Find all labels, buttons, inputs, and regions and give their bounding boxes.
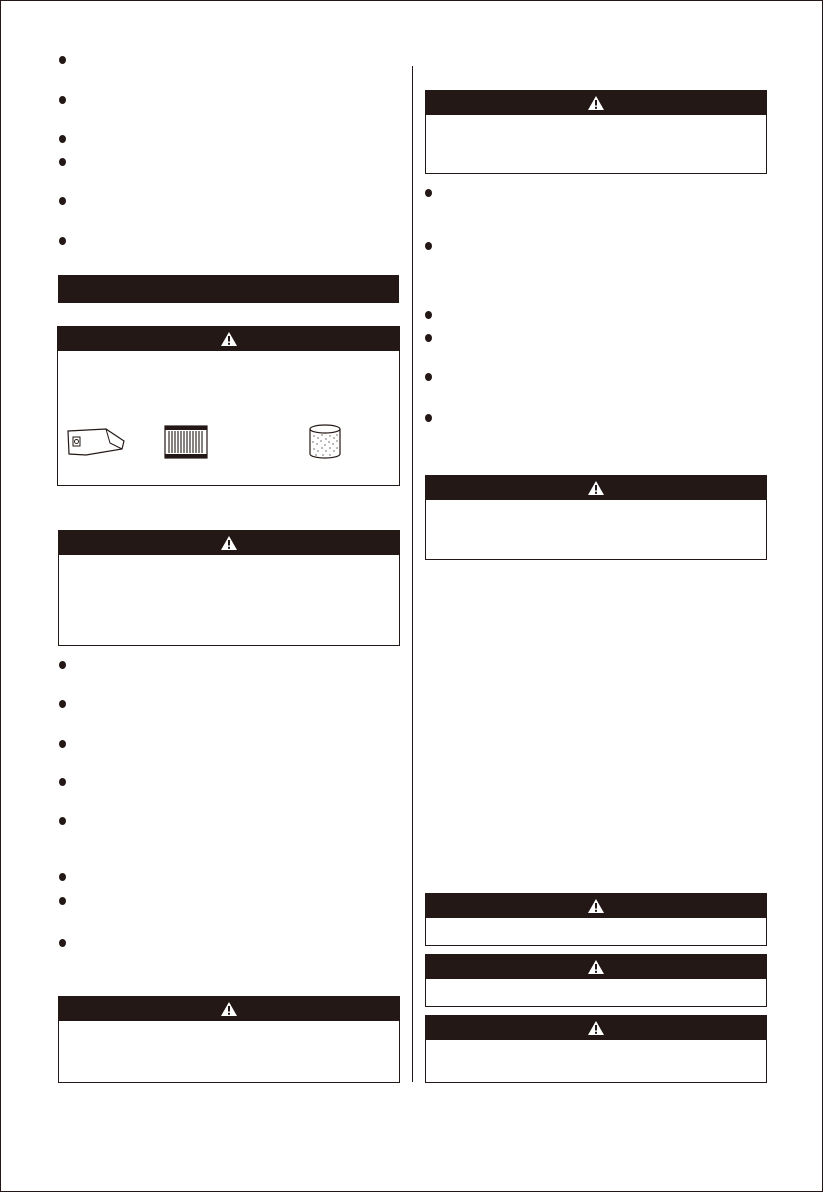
bullet-icon xyxy=(425,334,432,342)
bullet-icon xyxy=(59,197,66,205)
warning-box xyxy=(425,954,767,1007)
warning-box-header xyxy=(426,476,766,500)
warning-triangle-icon xyxy=(220,331,238,347)
warning-box xyxy=(425,1015,767,1083)
dust-bag-icon xyxy=(66,427,126,462)
warning-triangle-icon xyxy=(587,959,605,975)
bullet-icon xyxy=(425,242,432,250)
warning-box xyxy=(425,475,767,560)
bullet-icon xyxy=(59,939,66,947)
warning-box xyxy=(58,530,400,646)
warning-triangle-icon xyxy=(220,1001,238,1017)
warning-triangle-icon xyxy=(220,535,238,551)
warning-box xyxy=(425,893,767,946)
bullet-icon xyxy=(59,740,66,748)
bullet-icon xyxy=(59,897,66,905)
bullet-icon xyxy=(425,373,432,381)
bullet-icon xyxy=(59,817,66,825)
warning-box-filters xyxy=(57,326,400,486)
section-heading-bar xyxy=(58,275,399,303)
bullet-icon xyxy=(425,189,432,197)
pleated-cartridge-filter-icon xyxy=(164,425,208,464)
bullet-icon xyxy=(59,158,66,166)
bullet-icon xyxy=(425,414,432,422)
warning-box-header xyxy=(426,955,766,979)
warning-triangle-icon xyxy=(587,898,605,914)
warning-box-header xyxy=(59,997,399,1021)
bullet-icon xyxy=(59,135,66,143)
warning-box-header xyxy=(426,91,766,115)
bullet-icon xyxy=(59,873,66,881)
warning-triangle-icon xyxy=(587,1020,605,1036)
foam-filter-icon xyxy=(308,424,342,465)
warning-box-header xyxy=(426,894,766,918)
bullet-icon xyxy=(59,778,66,786)
bullet-icon xyxy=(59,237,66,245)
warning-triangle-icon xyxy=(587,480,605,496)
warning-box xyxy=(425,90,767,174)
bullet-icon xyxy=(59,700,66,708)
warning-box-header xyxy=(426,1016,766,1040)
warning-box-header xyxy=(58,327,399,351)
filter-illustrations xyxy=(58,427,399,457)
bullet-icon xyxy=(425,311,432,319)
bullet-icon xyxy=(59,96,66,104)
warning-box xyxy=(58,996,400,1083)
bullet-icon xyxy=(59,56,66,64)
column-divider xyxy=(412,66,413,1082)
warning-box-header xyxy=(59,531,399,555)
bullet-icon xyxy=(59,661,66,669)
warning-triangle-icon xyxy=(587,95,605,111)
